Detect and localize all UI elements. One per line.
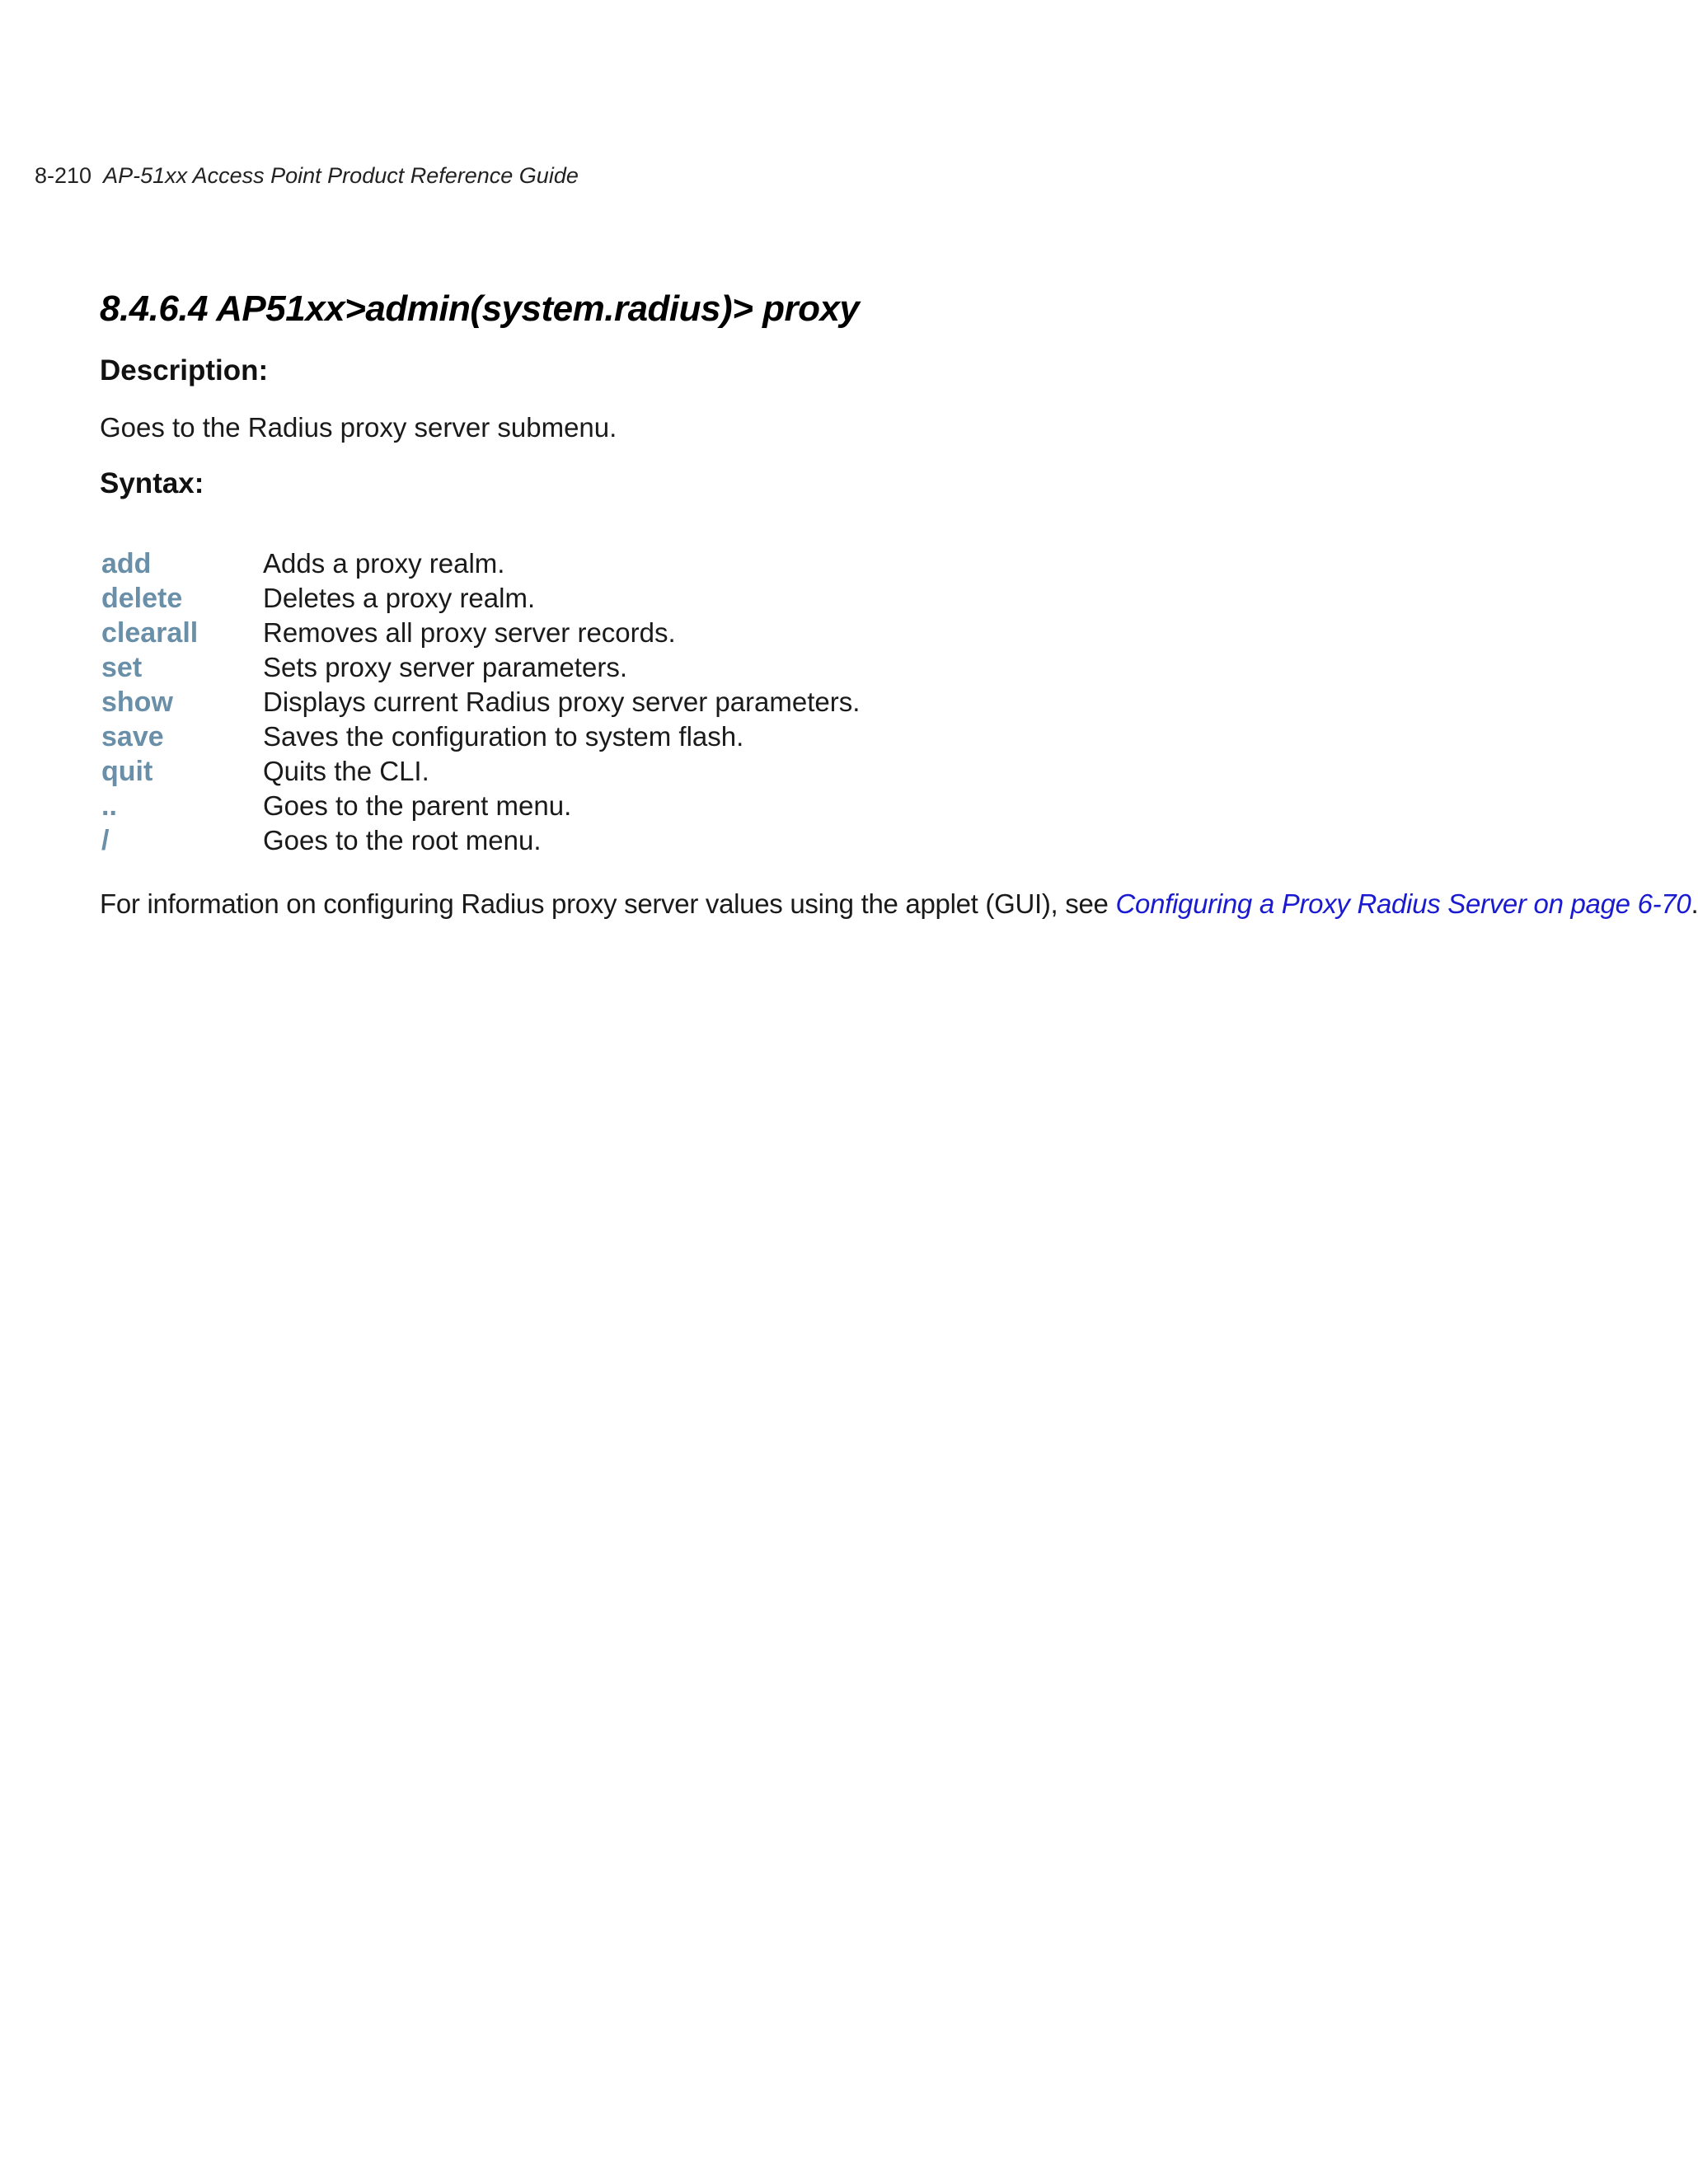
syntax-command: / <box>101 825 110 856</box>
syntax-description: Displays current Radius proxy server parameters. <box>263 687 861 717</box>
syntax-command: quit <box>101 756 153 787</box>
syntax-description: Removes all proxy server records. <box>263 617 676 648</box>
syntax-command: delete <box>101 583 183 614</box>
syntax-description: Adds a proxy realm. <box>263 548 505 579</box>
syntax-description: Sets proxy server parameters. <box>263 652 627 682</box>
info-paragraph <box>100 888 1698 920</box>
info-text: For information on configuring Radius proxy server values using the applet (GUI), see <box>100 888 1116 919</box>
syntax-row <box>100 685 860 719</box>
syntax-description: Saves the configuration to system flash. <box>263 721 744 752</box>
syntax-row <box>100 616 860 650</box>
syntax-command: show <box>101 687 173 718</box>
syntax-row <box>100 754 860 789</box>
syntax-command: clearall <box>101 617 199 649</box>
syntax-description: Deletes a proxy realm. <box>263 583 536 613</box>
syntax-description: Goes to the parent menu. <box>263 790 572 821</box>
syntax-row <box>100 789 860 823</box>
syntax-command: add <box>101 548 152 579</box>
syntax-row <box>100 650 860 685</box>
syntax-row <box>100 581 860 616</box>
description-text: Goes to the Radius proxy server submenu. <box>100 412 617 443</box>
info-text-end: . <box>1691 888 1698 919</box>
guide-title: AP-51xx Access Point Product Reference Guide <box>103 163 579 188</box>
syntax-description: Quits the CLI. <box>263 756 429 786</box>
syntax-row <box>100 546 860 581</box>
cross-reference-link[interactable]: Configuring a Proxy Radius Server on page 6-70 <box>1115 888 1691 919</box>
syntax-command: set <box>101 652 143 683</box>
section-heading: 8.4.6.4 AP51xx>admin(system.radius)> proxy <box>100 288 860 329</box>
syntax-command: .. <box>101 790 117 822</box>
syntax-label: Syntax: <box>100 467 204 499</box>
syntax-row <box>100 719 860 754</box>
description-label: Description: <box>100 354 269 387</box>
page-number: 8-210 <box>35 163 92 188</box>
running-header <box>35 163 579 189</box>
syntax-table <box>100 546 860 858</box>
syntax-command: save <box>101 721 164 752</box>
syntax-row <box>100 823 860 858</box>
syntax-description: Goes to the root menu. <box>263 825 542 855</box>
